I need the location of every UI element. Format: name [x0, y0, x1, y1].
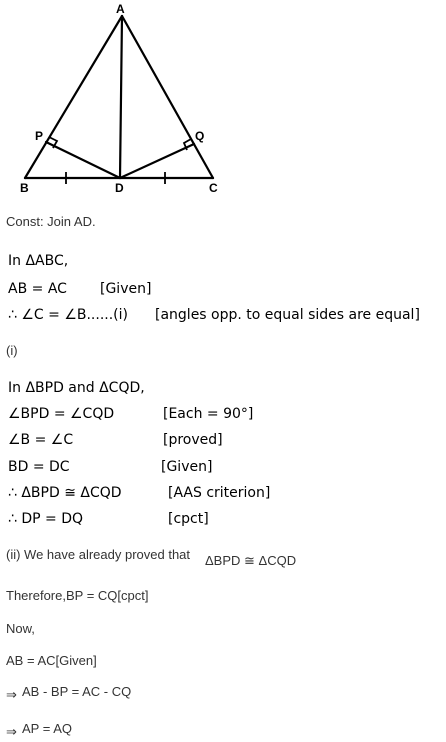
segment-ad	[120, 16, 122, 178]
construction-text: Const: Join AD.	[6, 214, 96, 229]
part2-line-5-reason: [cpct]	[168, 511, 209, 527]
part2-line-2-stmt: ∠B = ∠C	[8, 432, 74, 448]
step-1-line: AB - BP = AC - CQ	[22, 684, 132, 699]
side-ab	[25, 16, 122, 178]
vertex-label-a: A	[116, 2, 125, 16]
step-2-line: AP = AQ	[22, 721, 72, 736]
part2-line-4-reason: [AAS criterion]	[168, 485, 271, 501]
vertex-label-b: B	[20, 181, 29, 195]
part1-line-2-stmt: ∴ ∠C = ∠B......(i)	[8, 307, 128, 323]
part2-line-3-stmt: BD = DC	[8, 459, 70, 475]
given-line: AB = AC[Given]	[6, 653, 97, 668]
part3-intro-math: ΔBPD ≅ ΔCQD	[205, 553, 297, 568]
therefore-line: Therefore,BP = CQ[cpct]	[6, 588, 149, 603]
part2-line-3-reason: [Given]	[161, 459, 213, 475]
part2-line-1-reason: [Each = 90°]	[163, 406, 254, 422]
segment-dq	[120, 144, 194, 178]
label-i: (i)	[6, 343, 18, 358]
part2-line-2-reason: [proved]	[163, 432, 223, 448]
implies-icon-2: ⇒	[6, 724, 17, 739]
side-ac	[122, 16, 213, 178]
part2-intro: In ΔBPD and ΔCQD,	[8, 380, 145, 396]
part3-intro-text: (ii) We have already proved that	[6, 547, 191, 562]
now-line: Now,	[6, 621, 35, 636]
part1-line-2-reason: [angles opp. to equal sides are equal]	[155, 307, 420, 323]
part2-line-4-stmt: ∴ ΔBPD ≅ ΔCQD	[8, 485, 122, 501]
part1-line-1-stmt: AB = AC	[8, 281, 67, 297]
part1-intro: In ΔABC,	[8, 253, 69, 269]
part2-line-1-stmt: ∠BPD = ∠CQD	[8, 406, 115, 422]
vertex-label-d: D	[115, 181, 124, 195]
vertex-label-q: Q	[195, 129, 205, 143]
part1-line-1-reason: [Given]	[100, 281, 152, 297]
segment-dp	[46, 142, 120, 178]
triangle-figure	[0, 0, 446, 205]
vertex-label-p: P	[35, 129, 44, 143]
part2-line-5-stmt: ∴ DP = DQ	[8, 511, 84, 527]
vertex-label-c: C	[209, 181, 218, 195]
implies-icon-1: ⇒	[6, 687, 17, 702]
